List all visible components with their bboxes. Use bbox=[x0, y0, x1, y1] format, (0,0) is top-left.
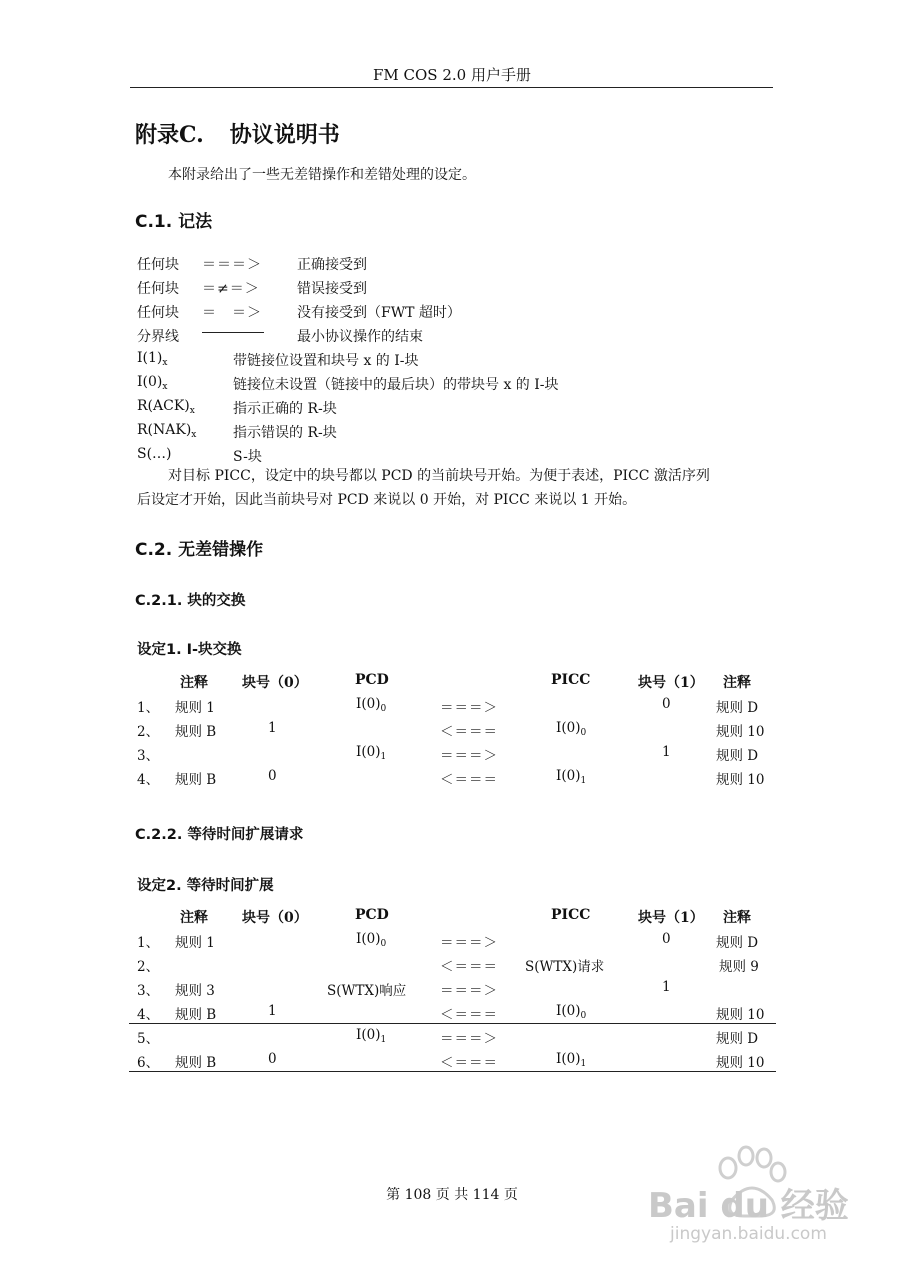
notation-term: 分界线 bbox=[137, 329, 179, 345]
block-code: $R(ACK)_x$ bbox=[137, 398, 195, 416]
paragraph-line: 后设定才开始，因此当前块号对 PCD 来说以 0 开始，对 PICC 来说以 1 开始。 bbox=[137, 492, 637, 508]
notation-meaning: 没有接受到（FWT 超时） bbox=[297, 305, 461, 321]
header-rule bbox=[130, 87, 773, 88]
col-picc: PICC bbox=[551, 672, 591, 688]
watermark-brand: Bai du 经验 bbox=[648, 1186, 849, 1226]
block-desc: S-块 bbox=[233, 449, 262, 465]
col-note: 注释 bbox=[180, 910, 208, 926]
notation-meaning: 错误接受到 bbox=[297, 281, 367, 297]
boundary-line bbox=[129, 1023, 776, 1024]
paragraph-line: 对目标 PICC，设定中的块号都以 PCD 的当前块号开始。为便于表述，PICC 激活序列 bbox=[168, 468, 710, 484]
block-desc: 带链接位设置和块号 x 的 I-块 bbox=[233, 353, 419, 369]
notation-symbol: ＝ ＝＞ bbox=[202, 305, 262, 321]
block-code: S(…) bbox=[137, 446, 172, 462]
notation-term: 任何块 bbox=[137, 305, 179, 321]
subsection-heading-wtx: C.2.2. 等待时间扩展请求 bbox=[135, 827, 304, 843]
block-desc: 链接位未设置（链接中的最后块）的带块号 x 的 I-块 bbox=[233, 377, 559, 393]
baidu-jingyan-watermark bbox=[648, 1140, 848, 1250]
notation-term: 任何块 bbox=[137, 257, 179, 273]
col-note: 注释 bbox=[180, 675, 208, 691]
appendix-name: 协议说明书 bbox=[229, 122, 340, 148]
running-header: FM COS 2.0 用户手册 bbox=[373, 66, 531, 84]
col-block-pcd: 块号（0） bbox=[242, 675, 308, 691]
boundary-line bbox=[129, 1071, 776, 1072]
notation-meaning: 正确接受到 bbox=[297, 257, 367, 273]
col-picc: PICC bbox=[551, 907, 591, 923]
col-note2: 注释 bbox=[723, 910, 751, 926]
block-code: $I(0)_x$ bbox=[137, 374, 168, 392]
col-block-pcd: 块号（0） bbox=[242, 910, 308, 926]
block-code: $I(1)_x$ bbox=[137, 350, 168, 368]
page-number: 第 108 页 共 114 页 bbox=[386, 1187, 518, 1203]
watermark-url: jingyan.baidu.com bbox=[670, 1224, 827, 1244]
col-block-picc: 块号（1） bbox=[638, 675, 704, 691]
col-note2: 注释 bbox=[723, 675, 751, 691]
block-code: $R(NAK)_x$ bbox=[137, 422, 197, 440]
block-desc: 指示错误的 R-块 bbox=[233, 425, 337, 441]
scenario-title-2: 设定2. 等待时间扩展 bbox=[137, 878, 274, 894]
boundary-line-symbol bbox=[202, 332, 264, 333]
col-pcd: PCD bbox=[355, 672, 389, 688]
col-block-picc: 块号（1） bbox=[638, 910, 704, 926]
scenario-title-1: 设定1. I-块交换 bbox=[137, 642, 242, 658]
notation-symbol: ＝＝＝＞ bbox=[202, 257, 262, 273]
section-heading-notation: C.1. 记法 bbox=[135, 212, 213, 232]
appendix-label: 附录C. bbox=[135, 122, 204, 148]
appendix-title bbox=[135, 118, 340, 149]
notation-paragraph bbox=[137, 464, 777, 512]
notation-term: 任何块 bbox=[137, 281, 179, 297]
notation-symbol: ＝≠＝＞ bbox=[202, 281, 260, 297]
col-pcd: PCD bbox=[355, 907, 389, 923]
subsection-heading-block-exchange: C.2.1. 块的交换 bbox=[135, 593, 246, 609]
appendix-intro: 本附录给出了一些无差错操作和差错处理的设定。 bbox=[168, 167, 476, 183]
notation-meaning: 最小协议操作的结束 bbox=[297, 329, 423, 345]
block-desc: 指示正确的 R-块 bbox=[233, 401, 337, 417]
section-heading-error-free: C.2. 无差错操作 bbox=[135, 540, 264, 560]
